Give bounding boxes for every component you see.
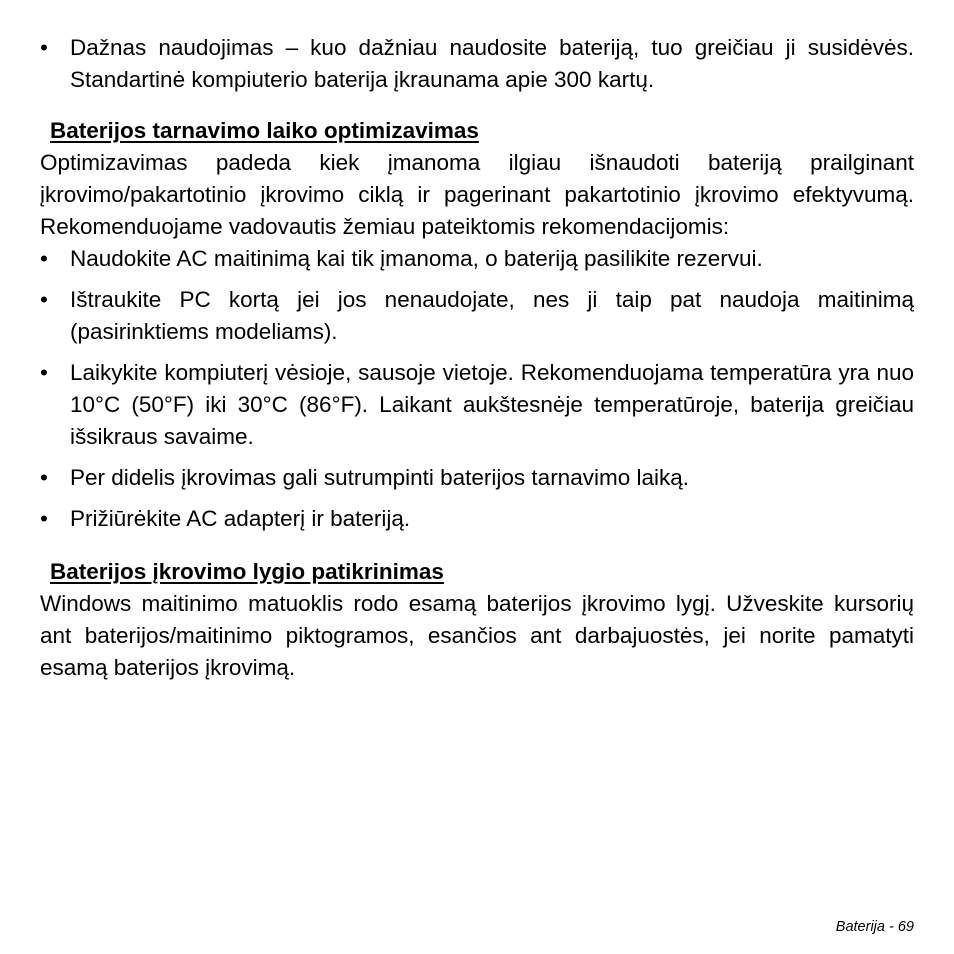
- section-paragraph-optimization: Optimizavimas padeda kiek įmanoma ilgiau išnaudoti bateriją prailginant įkrovimo/pakartotinio įkrovimo ciklą ir pagerinant pakartotinio įkrovimo efektyvumą. Rekomenduojame vadovautis žemiau pateiktomis rekomendacijomis:: [40, 150, 914, 239]
- recommendation-bullet-list: [40, 243, 914, 535]
- section-paragraph-charge-level: Windows maitinimo matuoklis rodo esamą baterijos įkrovimo lygį. Užveskite kursorių ant baterijos/maitinimo piktogramos, esančios ant darbajuostės, jei norite pamatyti esamą baterijos įkrovimą.: [40, 591, 914, 680]
- page-footer: [836, 918, 914, 936]
- section-heading-battery-life: Baterijos tarnavimo laiko optimizavimas: [50, 118, 479, 143]
- document-page: [40, 32, 914, 684]
- bullet-item: • Dažnas naudojimas – kuo dažniau naudosite bateriją, tuo greičiau ji susidėvės. Standartinė kompiuterio baterija įkraunama apie 300 kartų.: [40, 32, 914, 96]
- intro-bullet-list: [40, 32, 914, 96]
- bullet-item: • Per didelis įkrovimas gali sutrumpinti baterijos tarnavimo laiką.: [40, 462, 914, 494]
- section-heading-charge-level: Baterijos įkrovimo lygio patikrinimas: [50, 559, 444, 584]
- footer-page-number: 69: [897, 919, 914, 935]
- bullet-item: • Ištraukite PC kortą jei jos nenaudojate, nes ji taip pat naudoja maitinimą (pasirinktiems modeliams).: [40, 284, 914, 348]
- bullet-item: • Naudokite AC maitinimą kai tik įmanoma, o bateriją pasilikite rezervui.: [40, 243, 914, 275]
- footer-section-name: Baterija -: [835, 919, 894, 935]
- bullet-item: • Prižiūrėkite AC adapterį ir bateriją.: [40, 503, 914, 535]
- bullet-item: • Laikykite kompiuterį vėsioje, sausoje vietoje. Rekomenduojama temperatūra yra nuo 10°C (50°F) iki 30°C (86°F). Laikant aukštesnėje temperatūroje, baterija greičiau išsikraus savaime.: [40, 357, 914, 453]
